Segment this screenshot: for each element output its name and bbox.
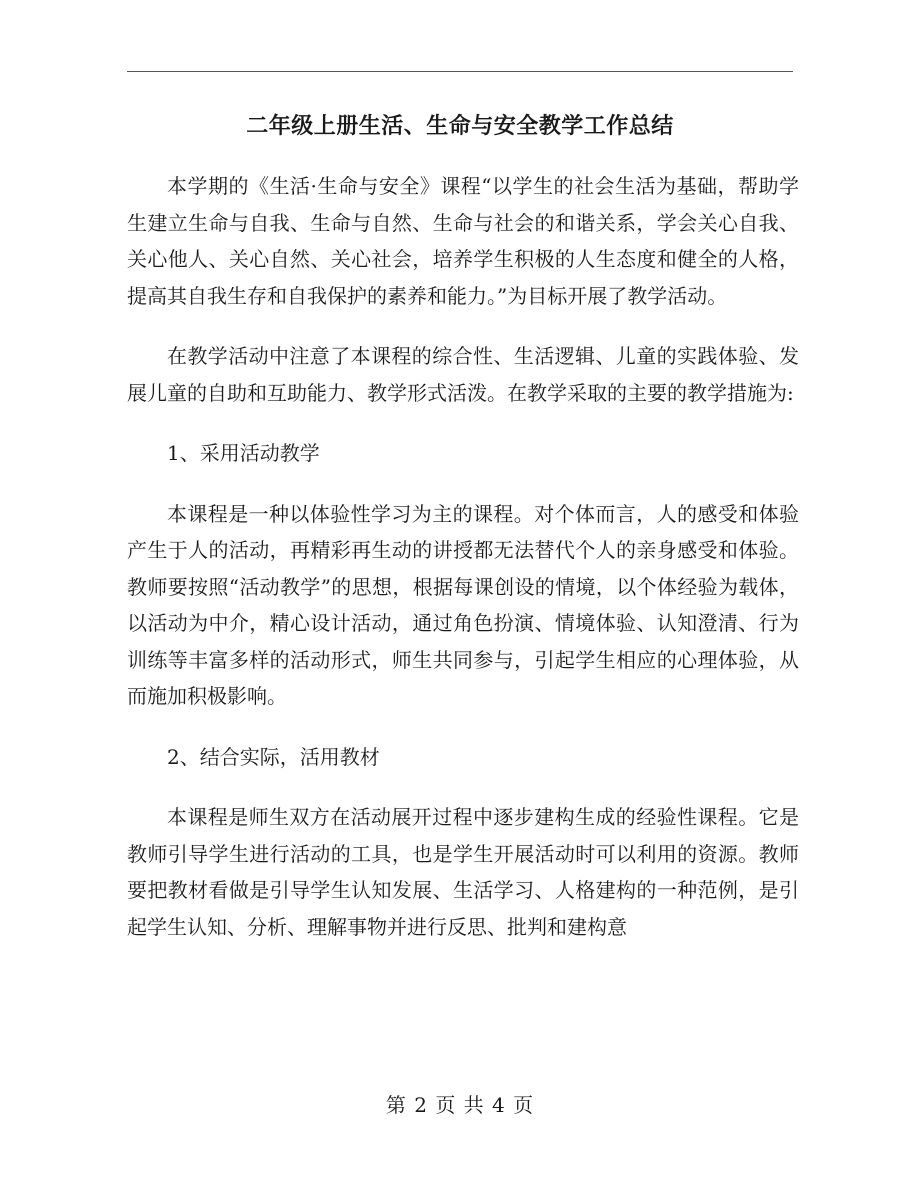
paragraph-activity-teaching: 本课程是一种以体验性学习为主的课程。对个体而言，人的感受和体验产生于人的活动，再精彩再生动的讲授都无法替代个人的亲身感受和体验。教师要按照“活动教学”的思想，根据每课创设的情境，以个体经验为载体，以活动为中介，精心设计活动，通过角色扮演、情境体验、认知澄清、行为训练等丰富多样的活动形式，师生共同参与，引起学生相应的心理体验，从而施加积极影响。 <box>127 501 799 708</box>
document-title: 二年级上册生活、生命与安全教学工作总结 <box>246 113 674 139</box>
paragraph-textbook-usage: 本课程是师生双方在活动展开过程中逐步建构生成的经验性课程。它是教师引导学生进行活动的工具，也是学生开展活动时可以利用的资源。教师要把教材看做是引导学生认知发展、生活学习、人格建构的一种范例，是引起学生认知、分析、理解事物并进行反思、批判和建构意 <box>127 805 799 939</box>
header-rule <box>127 71 793 72</box>
paragraph-intro: 本学期的《生活·生命与安全》课程“以学生的社会生活为基础，帮助学生建立生命与自我、生命与自然、生命与社会的和谐关系，学会关心自我、关心他人、关心自然、关心社会，培养学生积极的人生态度和健全的人格，提高其自我生存和自我保护的素养和能力。”为目标开展了教学活动。 <box>127 174 799 308</box>
page-number: 第 2 页 共 4 页 <box>385 1093 535 1117</box>
section-heading-1: 1、采用活动教学 <box>167 441 320 465</box>
section-heading-2: 2、结合实际，活用教材 <box>167 744 380 769</box>
document-body <box>127 168 799 969</box>
paragraph-measures: 在教学活动中注意了本课程的综合性、生活逻辑、儿童的实践体验、发展儿童的自助和互助能力、教学形式活泼。在教学采取的主要的教学措施为: <box>127 344 799 405</box>
